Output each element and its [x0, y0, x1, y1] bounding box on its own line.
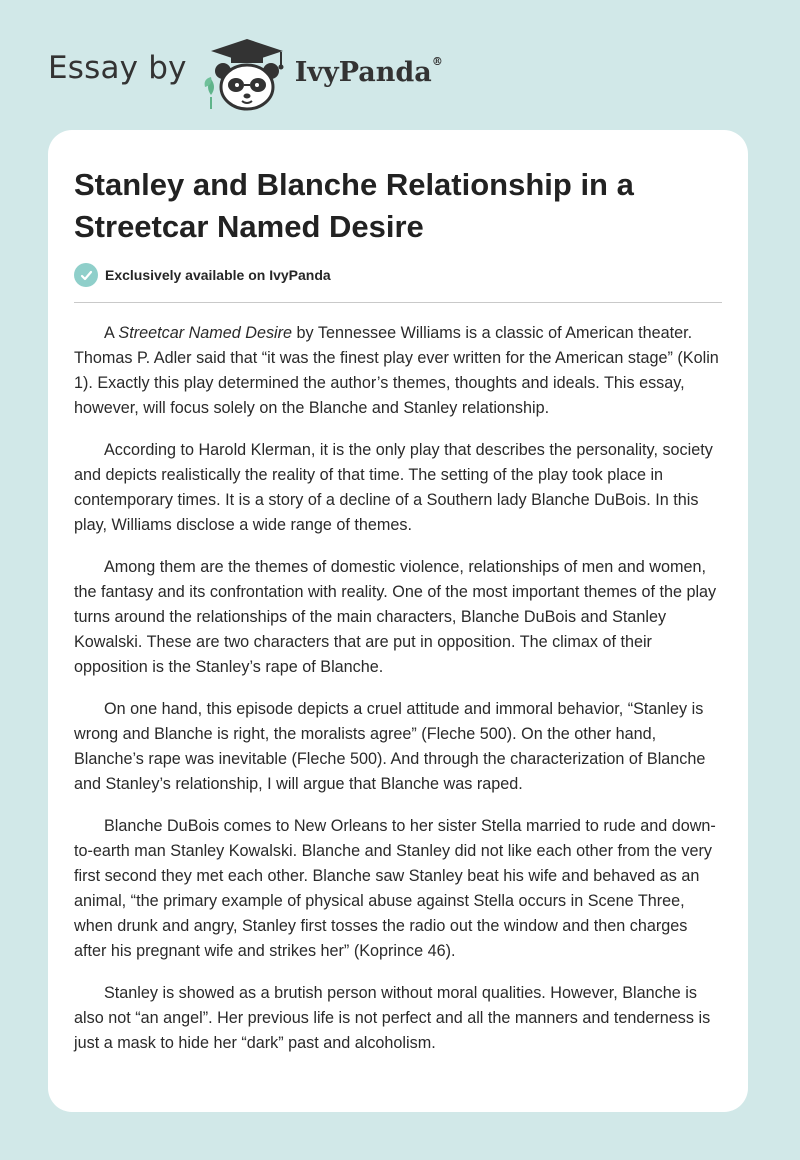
- exclusive-label: Exclusively available on IvyPanda: [105, 267, 331, 283]
- essay-title: Stanley and Blanche Relationship in a Streetcar Named Desire: [74, 167, 634, 244]
- divider: [74, 302, 722, 303]
- paragraph: Among them are the themes of domestic violence, relationships of men and women, the fantasy and its confrontation with reality. One of the most important themes of the play turns around the relationships of the main characters, Blanche DuBois and Stanley Kowalski. These are two characters that are put in opposition. The climax of their opposition is the Stanley’s rape of Blanche.: [74, 558, 717, 676]
- brand-name[interactable]: [294, 54, 443, 88]
- paragraph-text: by Tennessee Williams is a classic of American theater. Thomas P. Adler said that “it was the finest play ever written for the American stage” (Kolin 1). Exactly this play determined the author’s themes, thoughts and ideals. This essay, however, will focus solely on the Blanche and Stanley relationship.: [74, 324, 719, 417]
- essay-by-label: Essay by: [48, 50, 187, 86]
- check-icon: [74, 263, 98, 287]
- essay-card: [48, 130, 748, 1112]
- paragraph: Blanche DuBois comes to New Orleans to her sister Stella married to rude and down-to-earth man Stanley Kowalski. Blanche and Stanley did not like each other from the very first second they met each other. Blanche saw Stanley beat his wife and behaved as an animal, “the primary example of physical abuse against Stella occurs in Scene Three, when drunk and angry, Stanley first tosses the radio out the window and then charges after his pregnant wife and strikes her” (Koprince 46).: [74, 817, 716, 960]
- site-header: [48, 34, 443, 114]
- paragraph: Stanley is showed as a brutish person without moral qualities. However, Blanche is also not “an angel”. Her previous life is not perfect and all the manners and tenderness is just a mask to hide her “dark” past and alcoholism.: [74, 984, 711, 1052]
- paragraph: According to Harold Klerman, it is the only play that describes the personality, society and depicts realistically the reality of that time. The setting of the play took place in contemporary times. It is a story of a decline of a Southern lady Blanche DuBois. In this play, Williams disclose a wide range of themes.: [74, 441, 713, 534]
- panda-logo-icon[interactable]: [197, 35, 289, 113]
- brand-text: IvyPanda: [294, 56, 432, 88]
- paragraph: [74, 321, 724, 421]
- registered-mark: ®: [431, 54, 443, 68]
- exclusive-badge: [74, 263, 331, 287]
- essay-body: [74, 321, 724, 1073]
- paragraph: On one hand, this episode depicts a cruel attitude and immoral behavior, “Stanley is wrong and Blanche is right, the moralists agree” (Fleche 500). On the other hand, Blanche’s rape was inevitable (Fleche 500). And through the characterization of Blanche and Stanley’s relationship, I will argue that Blanche was raped.: [74, 700, 706, 793]
- play-title: Streetcar Named Desire: [118, 324, 293, 342]
- paragraph-text: A: [104, 324, 119, 342]
